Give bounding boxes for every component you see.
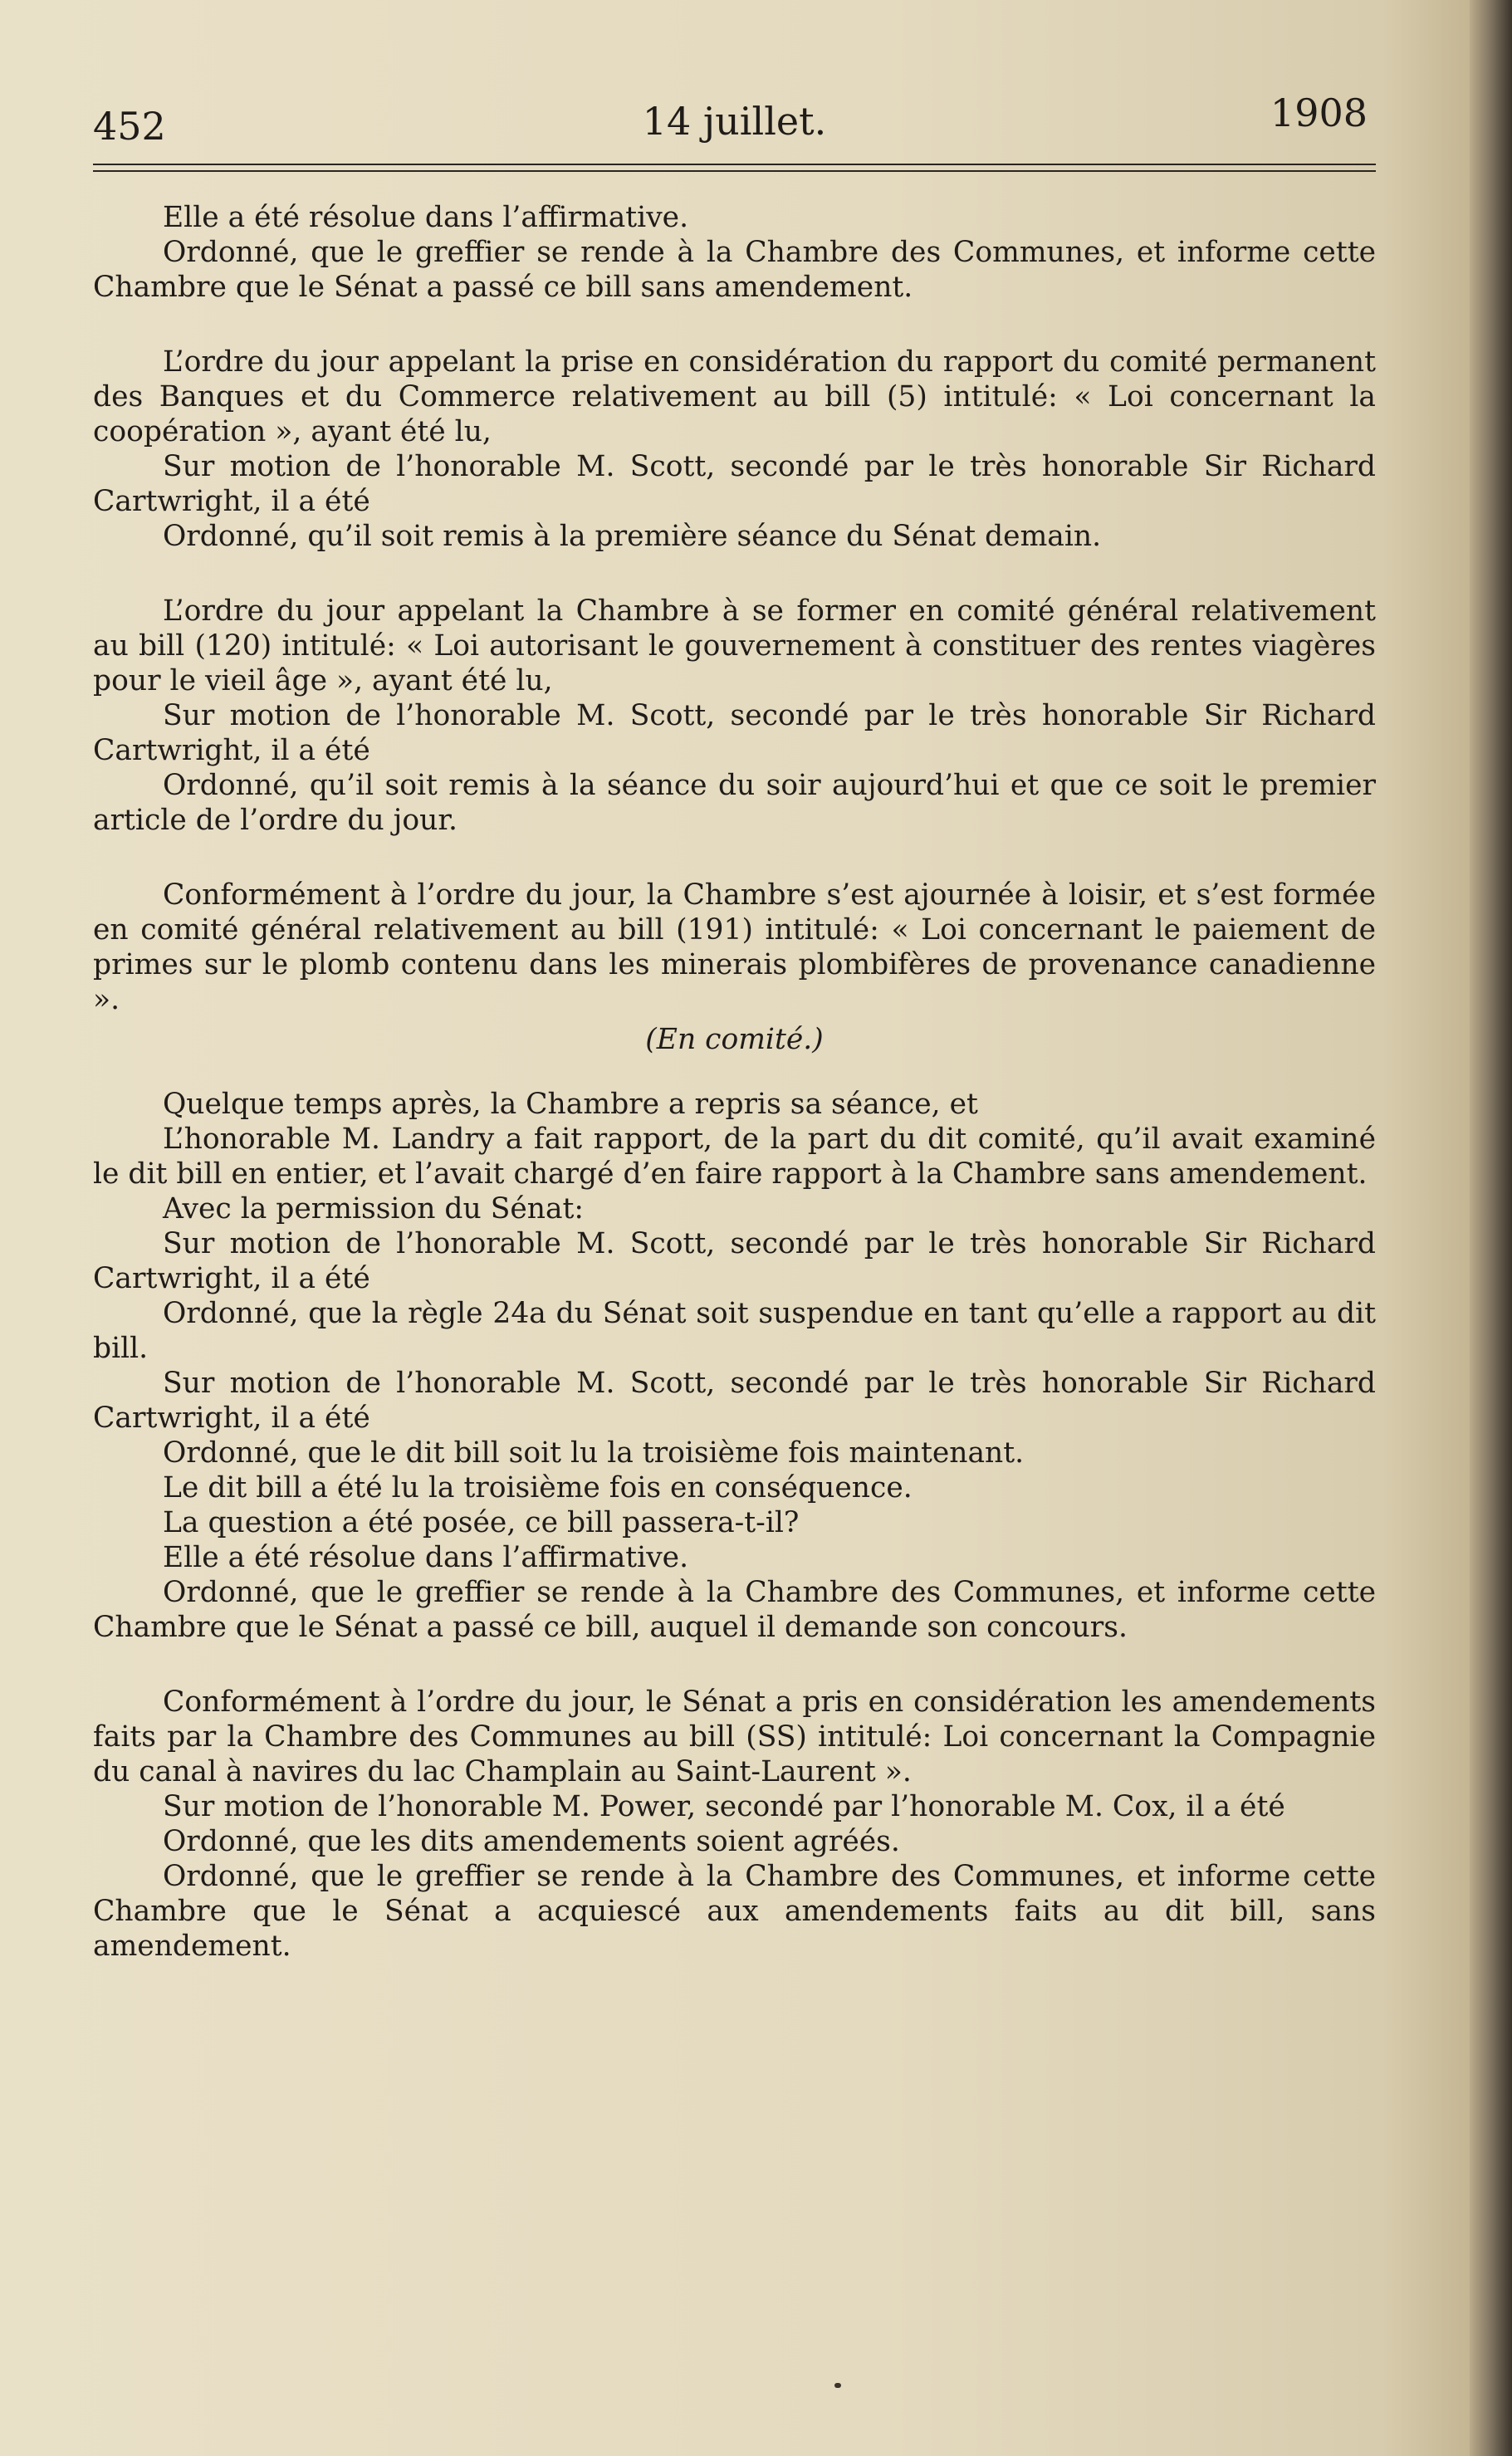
- paragraph: Quelque temps après, la Chambre a repris sa séance, et: [163, 1088, 978, 1121]
- section-gap: [93, 1645, 1376, 1685]
- page-number: 452: [93, 104, 166, 149]
- paragraph: Conformément à l’ordre du jour, le Sénat a pris en considération les amendements faits par la Chambre des Communes au bill (SS) intitulé: Loi concernant la Compagnie du canal à navires du lac Champlain au Saint-Laurent ».: [93, 1685, 1376, 1788]
- paragraph: L’ordre du jour appelant la prise en considération du rapport du comité permanent des Banques et du Commerce relativement au bill (5) intitulé: « Loi concernant la coopération », ayant été lu,: [93, 345, 1376, 448]
- paragraph: Sur motion de l’honorable M. Scott, secondé par le très honorable Sir Richard Cartwright, il a été: [93, 699, 1376, 767]
- page-content: [93, 87, 1376, 1964]
- page-edge: [1470, 0, 1512, 2456]
- section-gap: [93, 305, 1376, 345]
- header-rule: [93, 164, 1376, 172]
- section-gap: [93, 838, 1376, 878]
- page-year: 1908: [1270, 91, 1368, 135]
- paragraph: Sur motion de l’honorable M. Scott, secondé par le très honorable Sir Richard Cartwright, il a été: [93, 450, 1376, 518]
- paragraph: Sur motion de l’honorable M. Power, secondé par l’honorable M. Cox, il a été: [163, 1790, 1285, 1823]
- section-gap: [93, 554, 1376, 594]
- paragraph: Ordonné, que le greffier se rende à la Chambre des Communes, et informe cette Chambre que le Sénat a passé ce bill sans amendement.: [93, 236, 1376, 304]
- paragraph: La question a été posée, ce bill passera-t-il?: [163, 1506, 800, 1539]
- paragraph: Le dit bill a été lu la troisième fois en conséquence.: [163, 1471, 913, 1504]
- paragraph: Ordonné, que la règle 24a du Sénat soit suspendue en tant qu’elle a rapport au dit bill.: [93, 1297, 1376, 1365]
- paragraph: Ordonné, que le greffier se rende à la Chambre des Communes, et informe cette Chambre que le Sénat a passé ce bill, auquel il demande son concours.: [93, 1576, 1376, 1644]
- paragraph: Elle a été résolue dans l’affirmative.: [163, 201, 689, 234]
- paragraph: Ordonné, que le greffier se rende à la Chambre des Communes, et informe cette Chambre que le Sénat a acquiescé aux amendements faits au dit bill, sans amendement.: [93, 1860, 1376, 1963]
- page-header: [93, 87, 1376, 154]
- paragraph: L’honorable M. Landry a fait rapport, de la part du dit comité, qu’il avait examiné le dit bill en entier, et l’avait chargé d’en faire rapport à la Chambre sans amendement.: [93, 1123, 1376, 1191]
- paragraph: Avec la permission du Sénat:: [163, 1192, 585, 1226]
- paragraph: Ordonné, que le dit bill soit lu la troisième fois maintenant.: [163, 1436, 1025, 1470]
- ink-mark: [834, 2383, 841, 2388]
- page-date: 14 juillet.: [642, 99, 827, 144]
- body-text: [93, 200, 1376, 1964]
- paragraph: Sur motion de l’honorable M. Scott, secondé par le très honorable Sir Richard Cartwright, il a été: [93, 1227, 1376, 1295]
- paragraph: Ordonné, que les dits amendements soient agréés.: [163, 1825, 900, 1858]
- paragraph: Ordonné, qu’il soit remis à la première séance du Sénat demain.: [163, 520, 1102, 553]
- paragraph: Ordonné, qu’il soit remis à la séance du soir aujourd’hui et que ce soit le premier article de l’ordre du jour.: [93, 769, 1376, 837]
- paragraph: Elle a été résolue dans l’affirmative.: [163, 1541, 689, 1574]
- paragraph: Sur motion de l’honorable M. Scott, secondé par le très honorable Sir Richard Cartwright, il a été: [93, 1367, 1376, 1435]
- paragraph: L’ordre du jour appelant la Chambre à se former en comité général relativement au bill (120) intitulé: « Loi autorisant le gouvernement à constituer des rentes viagères pour le vieil âge », ayant été lu,: [93, 594, 1376, 697]
- paragraph: Conformément à l’ordre du jour, la Chambre s’est ajournée à loisir, et s’est formée en comité général relativement au bill (191) intitulé: « Loi concernant le paiement de primes sur le plomb contenu dans les minerais plombifères de provenance canadienne ».: [93, 878, 1376, 1016]
- section-heading: (En comité.): [645, 1023, 824, 1056]
